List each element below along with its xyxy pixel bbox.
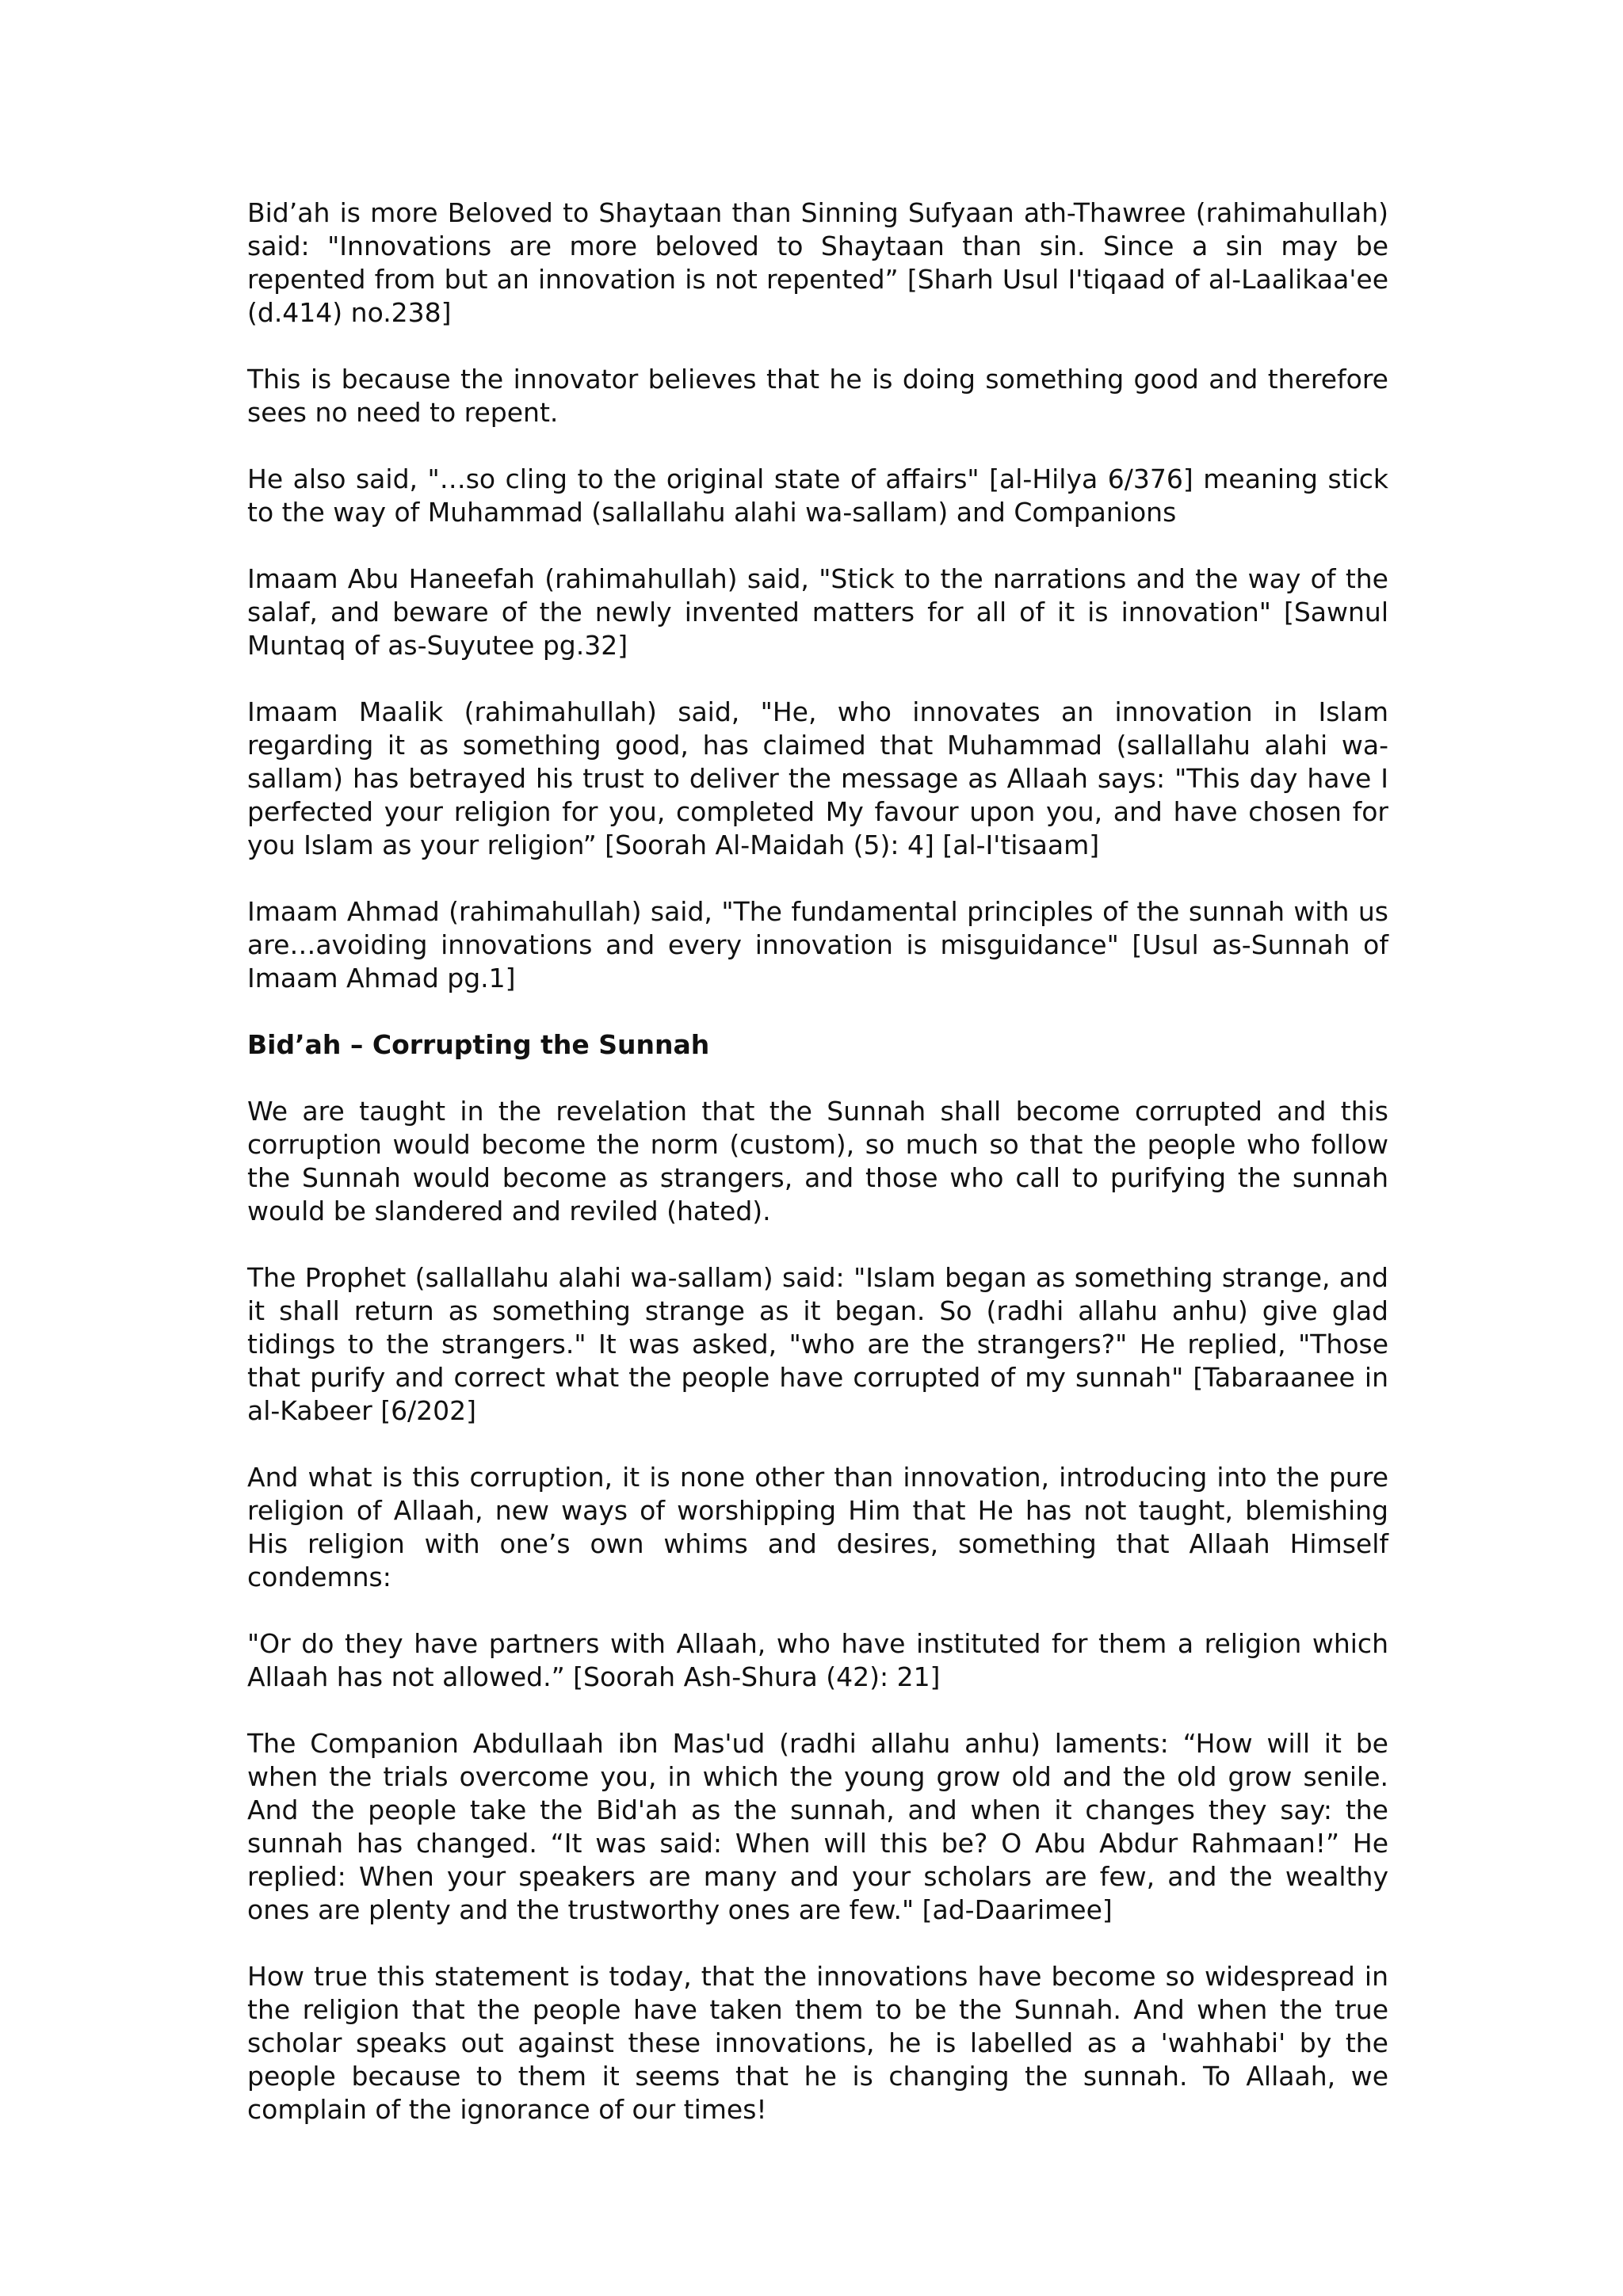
paragraph-sunnah-corrupted: We are taught in the revelation that the Sunnah shall become corrupted and this corruption would become the norm (custom), so much so that the people who follow the Sunnah would become as strangers, and those who call to purifying the sunnah would be slandered and reviled (hated). — [247, 1096, 1388, 1226]
paragraph-islam-began-strange: The Prophet (sallallahu alahi wa-sallam) said: "Islam began as something strange, and it shall return as something strange as it began. So (radhi allahu anhu) give glad tidings to the strangers." It was asked, "who are the strangers?" He replied, "Those that purify and correct what the people have corrupted of my sunnah" [Tabaraanee in al-Kabeer [6/202] — [247, 1262, 1388, 1426]
paragraph-abu-haneefah: Imaam Abu Haneefah (rahimahullah) said, "Stick to the narrations and the way of the salaf, and beware of the newly invented matters for all of it is innovation" [Sawnul Muntaq of as-Suyutee pg.32] — [247, 563, 1388, 661]
paragraph-bidah-beloved-to-shaytaan: Bid’ah is more Beloved to Shaytaan than Sinning Sufyaan ath-Thawree (rahimahullah) said: "Innovations are more beloved to Shaytaan than sin. Since a sin may be repented from but an innovation is not repented” [Sharh Usul I'tiqaad of al-Laalikaa'ee (d.414) no.238] — [247, 197, 1388, 328]
paragraph-what-is-corruption: And what is this corruption, it is none other than innovation, introducing into the pure religion of Allaah, new ways of worshipping Him that He has not taught, blemishing His religion with one’s own whims and desires, something that Allaah Himself condemns: — [247, 1462, 1388, 1592]
paragraph-cling-to-original-state: He also said, "…so cling to the original state of affairs" [al-Hilya 6/376] meaning stick to the way of Muhammad (sallallahu alahi wa-sallam) and Companions — [247, 463, 1388, 528]
paragraph-imaam-maalik: Imaam Maalik (rahimahullah) said, "He, who innovates an innovation in Islam regarding it as something good, has claimed that Muhammad (sallallahu alahi wa-sallam) has betrayed his trust to deliver the message as Allaah says: "This day have I perfected your religion for you, completed My favour upon you, and have chosen for you Islam as your religion” [Soorah Al-Maidah (5): 4] [al-I'tisaam] — [247, 696, 1388, 860]
paragraph-ibn-masud: The Companion Abdullaah ibn Mas'ud (radhi allahu anhu) laments: “How will it be when the trials overcome you, in which the young grow old and the old grow senile. And the people take the Bid'ah as the sunnah, and when it changes they say: the sunnah has changed. “It was said: When will this be? O Abu Abdur Rahmaan!” He replied: When your speakers are many and your scholars are few, and the wealthy ones are plenty and the trustworthy ones are few." [ad-Daarimee] — [247, 1728, 1388, 1925]
section-heading: Bid’ah – Corrupting the Sunnah — [247, 1029, 710, 1060]
paragraph-innovator-believes: This is because the innovator believes that he is doing something good and therefore sees no need to repent. — [247, 364, 1388, 428]
document-page — [247, 196, 1388, 2160]
paragraph-quran-quote: "Or do they have partners with Allaah, who have instituted for them a religion which Allaah has not allowed.” [Soorah Ash-Shura (42): 21] — [247, 1628, 1388, 1692]
paragraph-imaam-ahmad: Imaam Ahmad (rahimahullah) said, "The fundamental principles of the sunnah with us are…avoiding innovations and every innovation is misguidance" [Usul as-Sunnah of Imaam Ahmad pg.1] — [247, 896, 1388, 994]
paragraph-how-true-statement: How true this statement is today, that the innovations have become so widespread in the religion that the people have taken them to be the Sunnah. And when the true scholar speaks out against these innovations, he is labelled as a 'wahhabi' by the people because to them it seems that he is changing the sunnah. To Allaah, we complain of the ignorance of our times! — [247, 1961, 1388, 2125]
